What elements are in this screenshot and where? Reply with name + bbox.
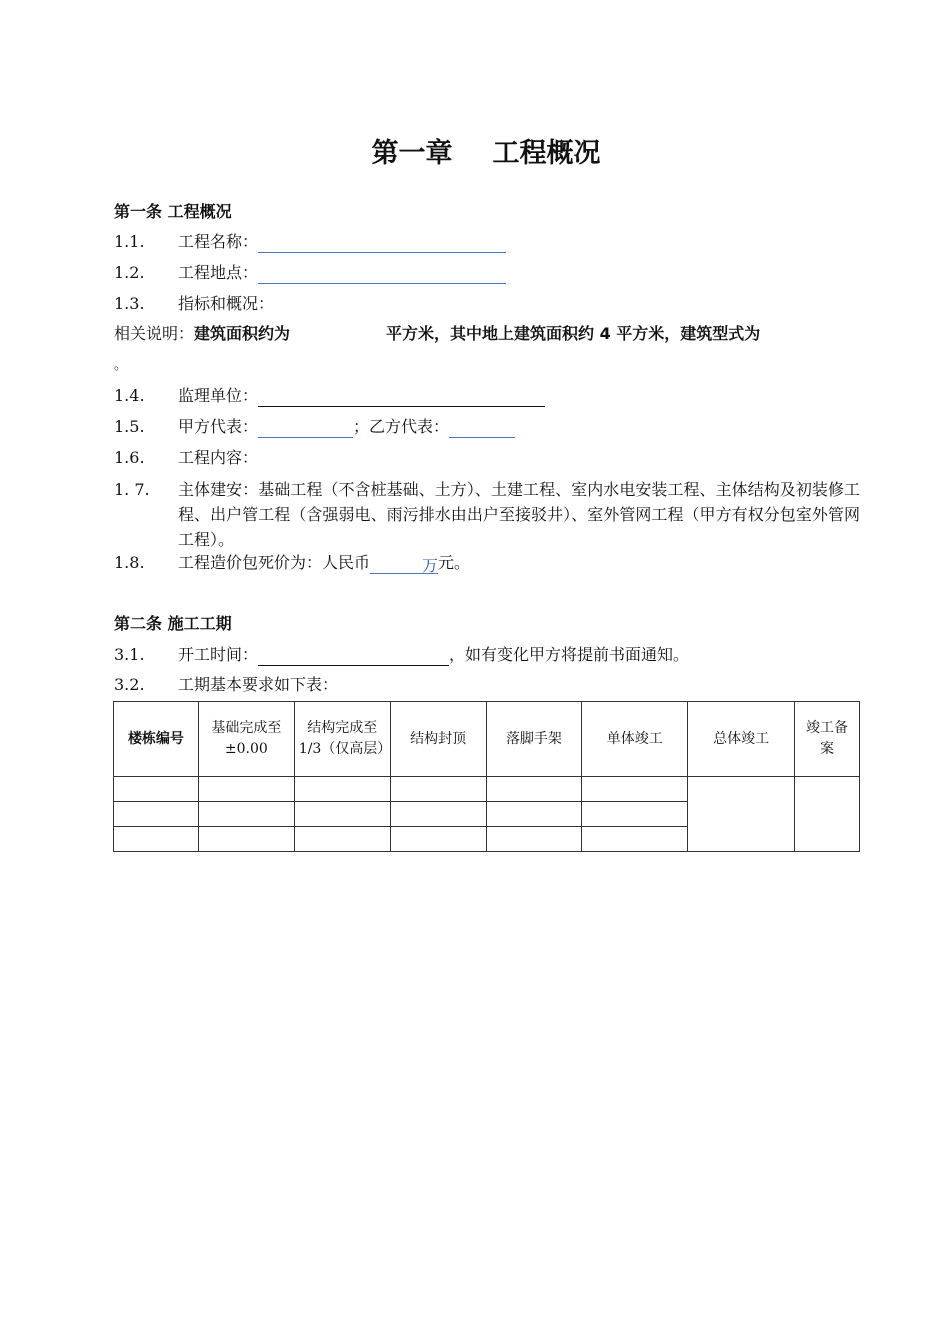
item-1-4 bbox=[114, 385, 545, 407]
table-cell[interactable] bbox=[390, 777, 486, 802]
item-label: 工程造价包死价为：人民币 bbox=[178, 553, 371, 572]
item-3-1 bbox=[114, 644, 689, 666]
description-tail: 。 bbox=[114, 358, 128, 373]
price-tail: 元。 bbox=[438, 553, 471, 572]
table-cell[interactable] bbox=[198, 777, 294, 802]
table-cell[interactable] bbox=[486, 802, 582, 827]
separator: ； bbox=[353, 417, 370, 436]
section2-number: 第二条 bbox=[114, 614, 163, 633]
table-cell[interactable] bbox=[486, 827, 582, 852]
item-1-8 bbox=[114, 552, 470, 574]
project-location-blank[interactable] bbox=[258, 265, 506, 284]
item-number: 1.3. bbox=[114, 294, 145, 313]
description-line bbox=[114, 323, 760, 345]
table-cell[interactable] bbox=[294, 802, 390, 827]
item-1-5 bbox=[114, 416, 515, 438]
table-cell[interactable] bbox=[294, 777, 390, 802]
item-label: 开工时间： bbox=[178, 645, 259, 664]
item-1-1 bbox=[114, 231, 506, 253]
header-building-no: 楼栋编号 bbox=[114, 702, 199, 777]
supervisor-blank[interactable] bbox=[258, 388, 545, 407]
table-cell[interactable] bbox=[582, 827, 688, 852]
item-number: 1.8. bbox=[114, 553, 145, 572]
description-area: 建筑面积约为 bbox=[194, 324, 291, 343]
table-cell[interactable] bbox=[198, 827, 294, 852]
table-cell[interactable] bbox=[294, 827, 390, 852]
item-1-6 bbox=[114, 447, 258, 469]
table-cell[interactable] bbox=[582, 802, 688, 827]
description-detail: 平方米，其中地上建筑面积约 4 平方米，建筑型式为 bbox=[386, 324, 761, 343]
item-label: 监理单位： bbox=[178, 386, 259, 405]
table-cell[interactable] bbox=[114, 827, 199, 852]
item-label: 工期基本要求如下表： bbox=[178, 675, 339, 694]
party-b-rep-blank[interactable] bbox=[449, 419, 515, 438]
item-number: 1. 7. bbox=[114, 480, 150, 499]
completion-filing-cell[interactable] bbox=[795, 777, 860, 852]
table-row bbox=[114, 777, 860, 802]
party-a-rep-blank[interactable] bbox=[258, 419, 353, 438]
item-number: 1.4. bbox=[114, 386, 145, 405]
section1-title: 工程概况 bbox=[167, 202, 232, 221]
item-number: 1.5. bbox=[114, 417, 145, 436]
item-text: 主体建安：基础工程（不含桩基础、土方）、土建工程、室内水电安装工程、主体结构及初装修工程、出户管工程（含强弱电、雨污排水由出户至接驳井）、室外管网工程（甲方有权分包室外管网工程）。 bbox=[178, 480, 860, 549]
item-1-7 bbox=[114, 477, 860, 552]
section2-heading bbox=[114, 613, 232, 635]
item-1-2 bbox=[114, 262, 506, 284]
item-label-2: 乙方代表： bbox=[369, 417, 450, 436]
schedule-table bbox=[113, 701, 860, 852]
item-label: 甲方代表： bbox=[178, 417, 259, 436]
price-unit: 万 bbox=[422, 556, 439, 575]
item-number: 1.6. bbox=[114, 448, 145, 467]
item-label: 工程地点： bbox=[178, 263, 259, 282]
item-number: 3.2. bbox=[114, 675, 145, 694]
item-label: 工程名称： bbox=[178, 232, 259, 251]
item-label: 指标和概况： bbox=[178, 294, 275, 313]
table-cell[interactable] bbox=[582, 777, 688, 802]
overall-completion-cell[interactable] bbox=[688, 777, 795, 852]
section1-heading bbox=[114, 201, 232, 223]
item-number: 1.2. bbox=[114, 263, 145, 282]
item-number: 3.1. bbox=[114, 645, 145, 664]
item-label: 工程内容： bbox=[178, 448, 259, 467]
table-cell[interactable] bbox=[198, 802, 294, 827]
item-tail: ，如有变化甲方将提前书面通知。 bbox=[449, 645, 690, 664]
item-3-2 bbox=[114, 674, 338, 696]
header-completion-filing: 竣工备案 bbox=[795, 702, 860, 777]
table-header-row bbox=[114, 702, 860, 777]
item-1-3 bbox=[114, 293, 274, 315]
header-topping-out: 结构封顶 bbox=[390, 702, 486, 777]
description-prefix: 相关说明： bbox=[114, 324, 195, 343]
header-structure-third: 结构完成至 1/3（仅高层） bbox=[294, 702, 390, 777]
item-number: 1.1. bbox=[114, 232, 145, 251]
section1-number: 第一条 bbox=[114, 202, 163, 221]
table-cell[interactable] bbox=[114, 777, 199, 802]
table-cell[interactable] bbox=[390, 802, 486, 827]
header-unit-completion: 单体竣工 bbox=[582, 702, 688, 777]
price-blank[interactable] bbox=[370, 555, 438, 574]
table-cell[interactable] bbox=[486, 777, 582, 802]
chapter-number: 第一章 bbox=[371, 138, 453, 169]
start-date-blank[interactable] bbox=[258, 647, 449, 666]
chapter-name: 工程概况 bbox=[492, 138, 601, 169]
project-name-blank[interactable] bbox=[258, 234, 506, 253]
table-cell[interactable] bbox=[114, 802, 199, 827]
header-overall-completion: 总体竣工 bbox=[688, 702, 795, 777]
chapter-title bbox=[0, 131, 950, 170]
header-foundation: 基础完成至±0.00 bbox=[198, 702, 294, 777]
header-scaffold-removal: 落脚手架 bbox=[486, 702, 582, 777]
section2-title: 施工工期 bbox=[167, 614, 232, 633]
table-cell[interactable] bbox=[390, 827, 486, 852]
